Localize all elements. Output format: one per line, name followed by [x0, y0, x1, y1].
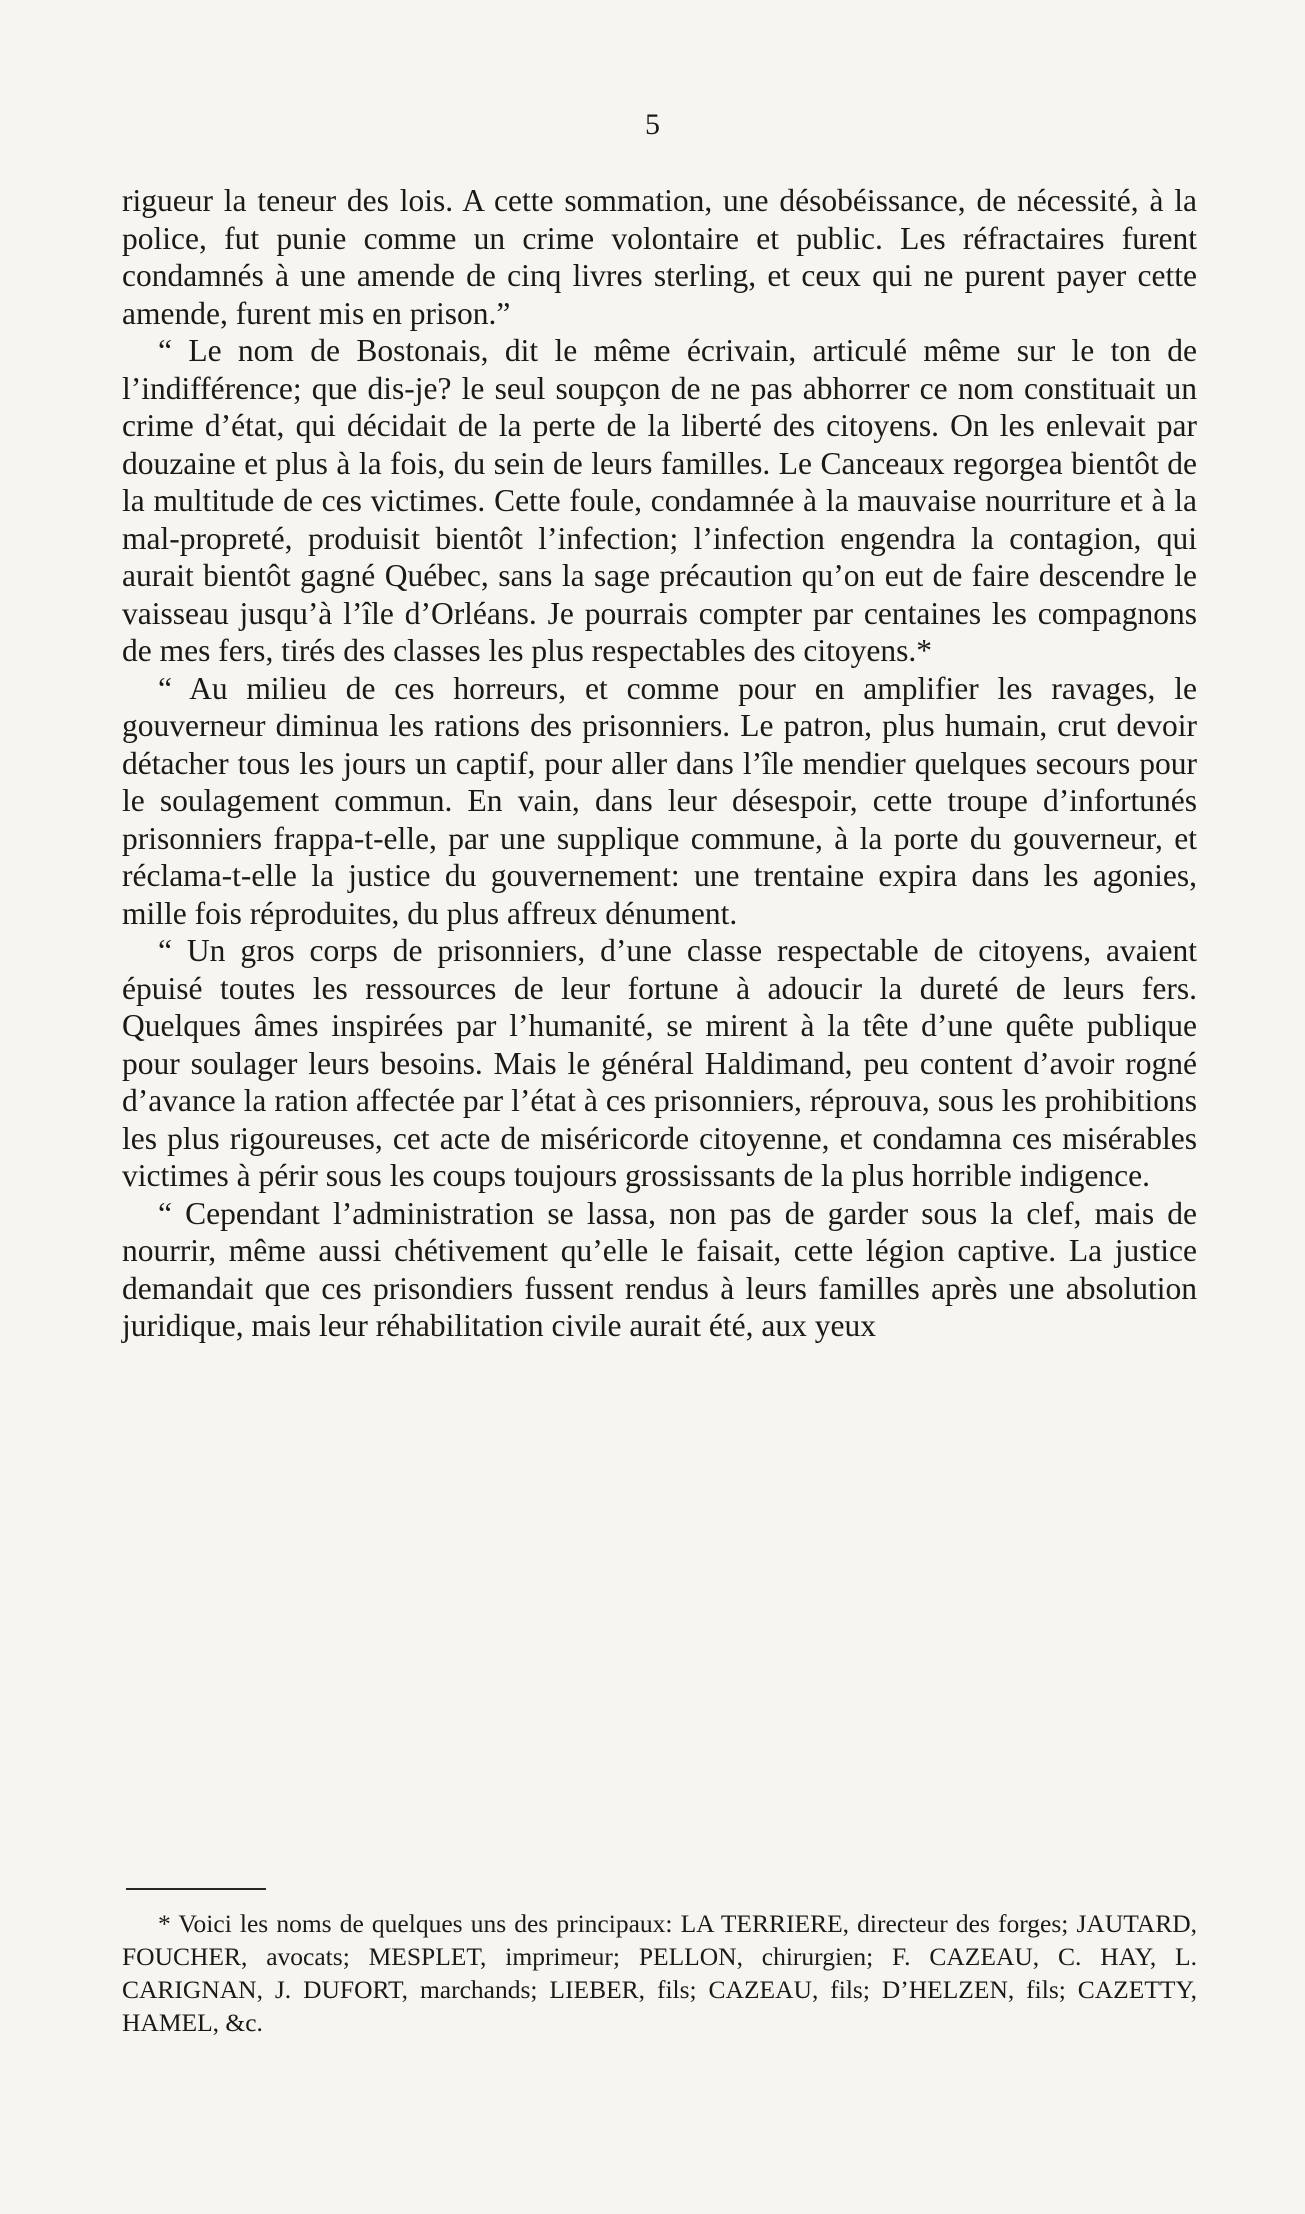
footnote	[122, 1907, 1197, 2039]
paragraph-4: “ Un gros corps de prisonniers, d’une classe respectable de citoyens, avaient épuisé toutes les ressources de leur fortune à adoucir la dureté de leurs fers. Quelques âmes inspirées par l’humanité, se mirent à la tête d’une quête publique pour soulager leurs besoins. Mais le général Haldimand, peu content d’avoir rogné d’avance la ration affectée par l’état à ces prisonniers, réprouva, sous les prohibitions les plus rigoureuses, cet acte de miséricorde citoyenne, et condamna ces misérables victimes à périr sous les coups toujours grossissants de la plus horrible indigence.	[122, 933, 1197, 1193]
page-number: 5	[645, 108, 660, 141]
paragraph-3: “ Au milieu de ces horreurs, et comme pour en amplifier les ravages, le gouverneur diminua les rations des prisonniers. Le patron, plus humain, crut devoir détacher tous les jours un captif, pour aller dans l’île mendier quelques secours pour le soulagement commun. En vain, dans leur désespoir, cette troupe d’infortunés prisonniers frappa-t-elle, par une supplique commune, à la porte du gouverneur, et réclama-t-elle la justice du gouvernement: une trentaine expira dans les agonies, mille fois réproduites, du plus affreux dénument.	[122, 670, 1197, 931]
body-text	[122, 182, 1197, 1345]
paragraph-1: rigueur la teneur des lois. A cette sommation, une désobéissance, de nécessité, à la police, fut punie comme un crime volontaire et public. Les réfractaires furent condamnés à une amende de cinq livres sterling, et ceux qui ne purent payer cette amende, furent mis en prison.”	[122, 183, 1197, 331]
footnote-text: * Voici les noms de quelques uns des principaux: LA TERRIERE, directeur des forges; JAUTARD, FOUCHER, avocats; MESPLET, imprimeur; PELLON, chirurgien; F. CAZEAU, C. HAY, L. CARIGNAN, J. DUFORT, marchands; LIEBER, fils; CAZEAU, fils; D’HELZEN, fils; CAZETTY, HAMEL, &c.	[122, 1909, 1197, 2037]
paragraph-5: “ Cependant l’administration se lassa, non pas de garder sous la clef, mais de nourrir, même aussi chétivement qu’elle le faisait, cette légion captive. La justice demandait que ces prisondiers fussent rendus à leurs familles après une absolution juridique, mais leur réhabilitation civile aurait été, aux yeux	[122, 1195, 1197, 1343]
footnote-divider	[126, 1888, 266, 1890]
paragraph-2: “ Le nom de Bostonais, dit le même écrivain, articulé même sur le ton de l’indifférence; que dis-je? le seul soupçon de ne pas abhorrer ce nom constituait un crime d’état, qui décidait de la perte de la liberté des citoyens. On les enlevait par douzaine et plus à la fois, du sein de leurs familles. Le Canceaux regorgea bientôt de la multitude de ces victimes. Cette foule, condamnée à la mauvaise nourriture et à la mal-propreté, produisit bientôt l’infection; l’infection engendra la contagion, qui aurait bientôt gagné Québec, sans la sage précaution qu’on eut de faire descendre le vaisseau jusqu’à l’île d’Orléans. Je pourrais compter par centaines les compagnons de mes fers, tirés des classes les plus respectables des citoyens.*	[122, 333, 1197, 668]
